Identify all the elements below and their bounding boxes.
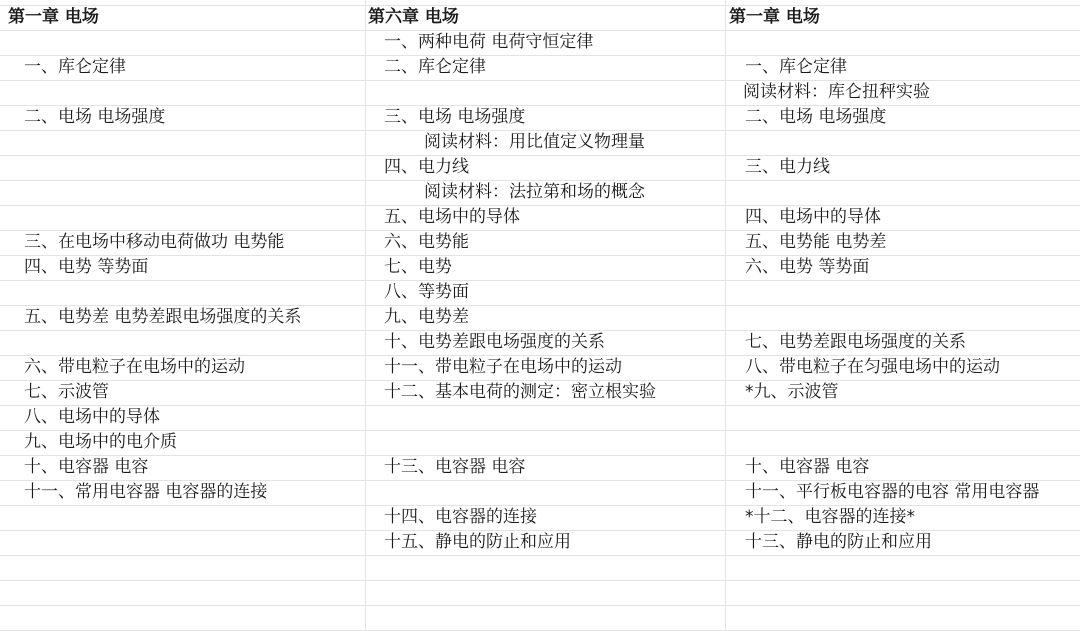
grid-column-line — [365, 0, 366, 630]
section-cell[interactable]: 三、电场 电场强度 — [384, 107, 526, 127]
section-cell[interactable]: *十二、电容器的连接* — [745, 507, 915, 527]
grid-row-line — [0, 205, 1080, 206]
section-cell[interactable]: 三、在电场中移动电荷做功 电势能 — [24, 232, 285, 252]
section-cell[interactable]: 六、带电粒子在电场中的运动 — [24, 357, 245, 377]
section-cell[interactable]: 三、电力线 — [745, 157, 830, 177]
grid-row-line — [0, 55, 1080, 56]
section-cell[interactable]: 十三、静电的防止和应用 — [745, 532, 932, 552]
grid-row-line — [0, 580, 1080, 581]
section-cell[interactable]: 七、电势 — [384, 257, 452, 277]
grid-row-line — [0, 155, 1080, 156]
grid-row-line — [0, 605, 1080, 606]
section-cell[interactable]: 四、电势 等势面 — [24, 257, 149, 277]
section-cell[interactable]: 十、电容器 电容 — [745, 457, 870, 477]
section-cell[interactable]: 一、库仑定律 — [745, 57, 847, 77]
grid-row-line — [0, 405, 1080, 406]
section-cell[interactable]: 八、带电粒子在匀强电场中的运动 — [745, 357, 1000, 377]
section-cell[interactable]: 阅读材料：用比值定义物理量 — [424, 132, 645, 152]
section-cell[interactable]: 阅读材料：法拉第和场的概念 — [424, 182, 645, 202]
section-cell[interactable]: 十一、带电粒子在电场中的运动 — [384, 357, 622, 377]
section-cell[interactable]: 九、电势差 — [384, 307, 469, 327]
section-cell[interactable]: 四、电力线 — [384, 157, 469, 177]
section-cell[interactable]: 八、等势面 — [384, 282, 469, 302]
grid-row-line — [0, 255, 1080, 256]
section-cell[interactable]: 十、电势差跟电场强度的关系 — [384, 332, 605, 352]
section-cell[interactable]: 十、电容器 电容 — [24, 457, 149, 477]
grid-row-line — [0, 505, 1080, 506]
section-cell[interactable]: 九、电场中的电介质 — [24, 432, 177, 452]
section-cell[interactable]: 二、电场 电场强度 — [745, 107, 887, 127]
section-cell[interactable]: 二、电场 电场强度 — [24, 107, 166, 127]
grid-row-line — [0, 280, 1080, 281]
section-cell[interactable]: 阅读材料：库仑扭秤实验 — [743, 82, 930, 102]
grid-row-line — [0, 455, 1080, 456]
section-cell[interactable]: 一、库仑定律 — [24, 57, 126, 77]
section-cell[interactable]: 十四、电容器的连接 — [384, 507, 537, 527]
section-cell[interactable]: 七、电势差跟电场强度的关系 — [745, 332, 966, 352]
section-cell[interactable]: 五、电势能 电势差 — [745, 232, 887, 252]
section-cell[interactable]: 八、电场中的导体 — [24, 407, 160, 427]
section-cell[interactable]: 六、电势能 — [384, 232, 469, 252]
grid-column-line — [725, 0, 726, 630]
section-cell[interactable]: 十二、基本电荷的测定：密立根实验 — [384, 382, 656, 402]
chapter-heading-cell[interactable]: 第一章 电场 — [8, 7, 99, 27]
section-cell[interactable]: 十五、静电的防止和应用 — [384, 532, 571, 552]
section-cell[interactable]: 四、电场中的导体 — [745, 207, 881, 227]
section-cell[interactable]: 二、库仑定律 — [384, 57, 486, 77]
grid-row-line — [0, 555, 1080, 556]
section-cell[interactable]: 十一、常用电容器 电容器的连接 — [24, 482, 268, 502]
section-cell[interactable]: 七、示波管 — [24, 382, 109, 402]
chapter-heading-cell[interactable]: 第一章 电场 — [729, 7, 820, 27]
section-cell[interactable]: 五、电势差 电势差跟电场强度的关系 — [24, 307, 302, 327]
section-cell[interactable]: *九、示波管 — [745, 382, 839, 402]
section-cell[interactable]: 一、两种电荷 电荷守恒定律 — [384, 32, 594, 52]
section-cell[interactable]: 五、电场中的导体 — [384, 207, 520, 227]
section-cell[interactable]: 六、电势 等势面 — [745, 257, 870, 277]
section-cell[interactable]: 十三、电容器 电容 — [384, 457, 526, 477]
grid-row-line — [0, 5, 1080, 6]
chapter-heading-cell[interactable]: 第六章 电场 — [368, 7, 459, 27]
section-cell[interactable]: 十一、平行板电容器的电容 常用电容器 — [745, 482, 1040, 502]
